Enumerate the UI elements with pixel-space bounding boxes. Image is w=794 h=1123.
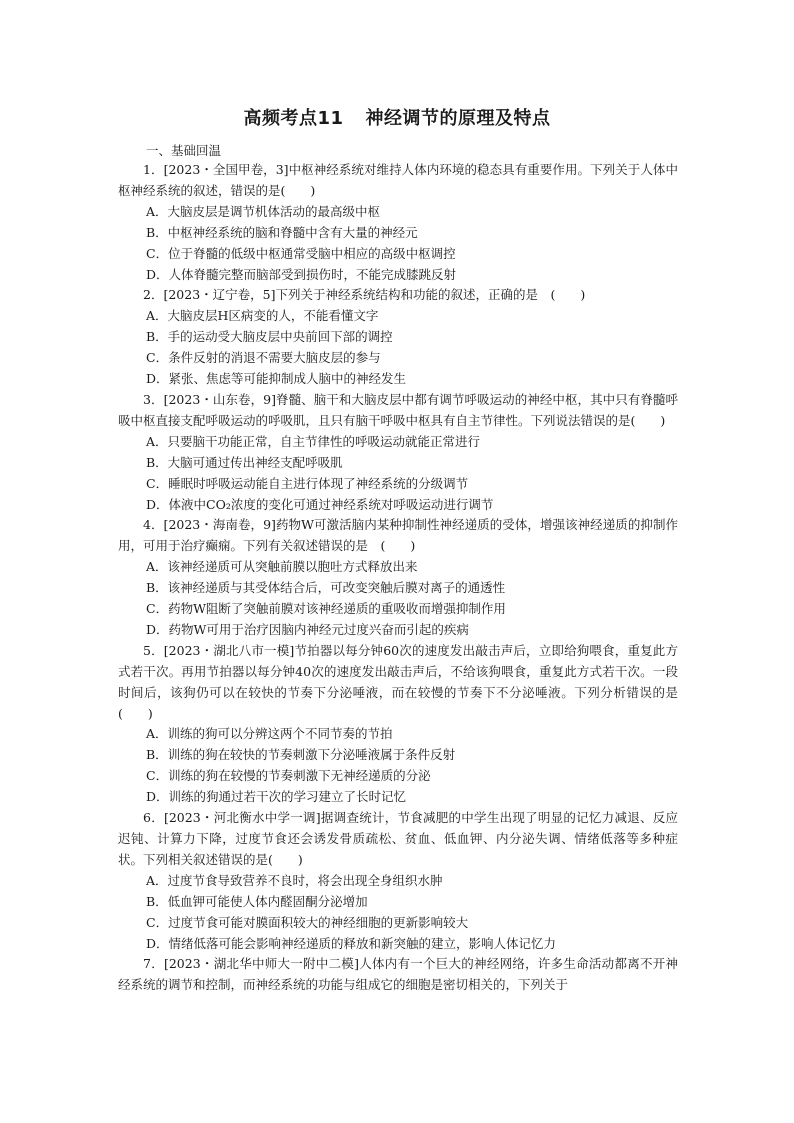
question-4 [118,515,678,640]
option-d: D．训练的狗通过若干次的学习建立了长时记忆 [146,789,407,805]
option-c: C．药物W阻断了突触前膜对该神经递质的重吸收而增强抑制作用 [146,601,506,617]
option-d: D．紧张、焦虑等可能抑制成人脑中的神经发生 [146,371,407,387]
option-d: D．体液中CO₂浓度的变化可通过神经系统对呼吸运动进行调节 [146,496,494,512]
question-2 [118,285,678,390]
question-stem: 2．[2023・辽宁卷，5]下列关于神经系统结构和功能的叙述，正确的是 ( ) [143,287,586,303]
option-a: A．大脑皮层H区病变的人，不能看懂文字 [146,308,379,324]
option-a: A．大脑皮层是调节机体活动的最高级中枢 [146,203,381,219]
option-b: B．训练的狗在较快的节奏刺激下分泌唾液属于条件反射 [146,747,456,763]
option-b: B．低血钾可能使人体内醛固酮分泌增加 [146,893,368,909]
question-stem: 6．[2023・河北衡水中学一调]据调查统计，节食减肥的中学生出现了明显的记忆力减退、反应迟钝、计算力下降，过度节食还会诱发骨质疏松、贫血、低血钾、内分泌失调、情绪低落等多种症状。下列相关叙述错误的是( ) [118,810,678,867]
option-d: D．药物W可用于治疗因脑内神经元过度兴奋而引起的疾病 [146,621,469,637]
question-list [118,160,704,996]
question-stem: 4．[2023・海南卷，9]药物W可激活脑内某种抑制性神经递质的受体，增强该神经递质的抑制作用，可用于治疗癫痫。下列有关叙述错误的是 ( ) [118,517,678,554]
question-stem: 5．[2023・湖北八市一模]节拍器以每分钟60次的速度发出敲击声后，立即给狗喂食，重复此方式若干次。再用节拍器以每分钟40次的速度发出敲击声后，不给该狗喂食，重复此方式若干次。一段时间后，该狗仍可以在较快的节奏下分泌唾液，而在较慢的节奏下不分泌唾液。下列分析错误的是 ( ) [118,642,704,721]
option-a: A．过度节食导致营养不良时，将会出现全身组织水肿 [146,872,443,888]
question-stem: 7．[2023・湖北华中师大一附中二模]人体内有一个巨大的神经网络，许多生命活动都离不开神经系统的调节和控制，而神经系统的功能与组成它的细胞是密切相关的，下列关于 [118,956,678,993]
question-3 [118,390,678,515]
title-name: 神经调节的原理及特点 [365,108,551,129]
option-d: D．情绪低落可能会影响神经递质的释放和新突触的建立，影响人体记忆力 [146,935,557,951]
title-topic: 高频考点11 [243,108,344,129]
option-d: D．人体脊髓完整而脑部受到损伤时，不能完成膝跳反射 [146,266,457,282]
question-stem: 3．[2023・山东卷，9]脊髓、脑干和大脑皮层中都有调节呼吸运动的神经中枢，其中只有脊髓呼吸中枢直接支配呼吸运动的呼吸肌，且只有脑干呼吸中枢具有自主节律性。下列说法错误的是( ) [118,391,678,428]
option-b: B．手的运动受大脑皮层中央前回下部的调控 [146,329,393,345]
option-c: C．睡眠时呼吸运动能自主进行体现了神经系统的分级调节 [146,475,469,491]
option-b: B．该神经递质与其受体结合后，可改变突触后膜对离子的通透性 [146,580,506,596]
question-1 [118,160,678,285]
section-heading: 一、基础回温 [146,143,222,158]
question-7 [118,954,678,996]
option-a: A．该神经递质可从突触前膜以胞吐方式释放出来 [146,559,418,575]
option-c: C．训练的狗在较慢的节奏刺激下无神经递质的分泌 [146,768,431,784]
option-a: A．训练的狗可以分辨这两个不同节奏的节拍 [146,726,393,742]
option-b: B．中枢神经系统的脑和脊髓中含有大量的神经元 [146,224,418,240]
page-title [0,104,794,130]
option-a: A．只要脑干功能正常，自主节律性的呼吸运动就能正常进行 [146,433,481,449]
question-5 [118,641,704,808]
option-c: C．过度节食可能对膜面积较大的神经细胞的更新影响较大 [146,914,469,930]
option-c: C．条件反射的消退不需要大脑皮层的参与 [146,350,381,366]
option-c: C．位于脊髓的低级中枢通常受脑中相应的高级中枢调控 [146,245,456,261]
question-stem: 1．[2023・全国甲卷，3]中枢神经系统对维持人体内环境的稳态具有重要作用。下列关于人体中枢神经系统的叙述，错误的是( ) [118,162,678,198]
option-b: B．大脑可通过传出神经支配呼吸肌 [146,454,343,470]
question-6 [118,808,678,954]
